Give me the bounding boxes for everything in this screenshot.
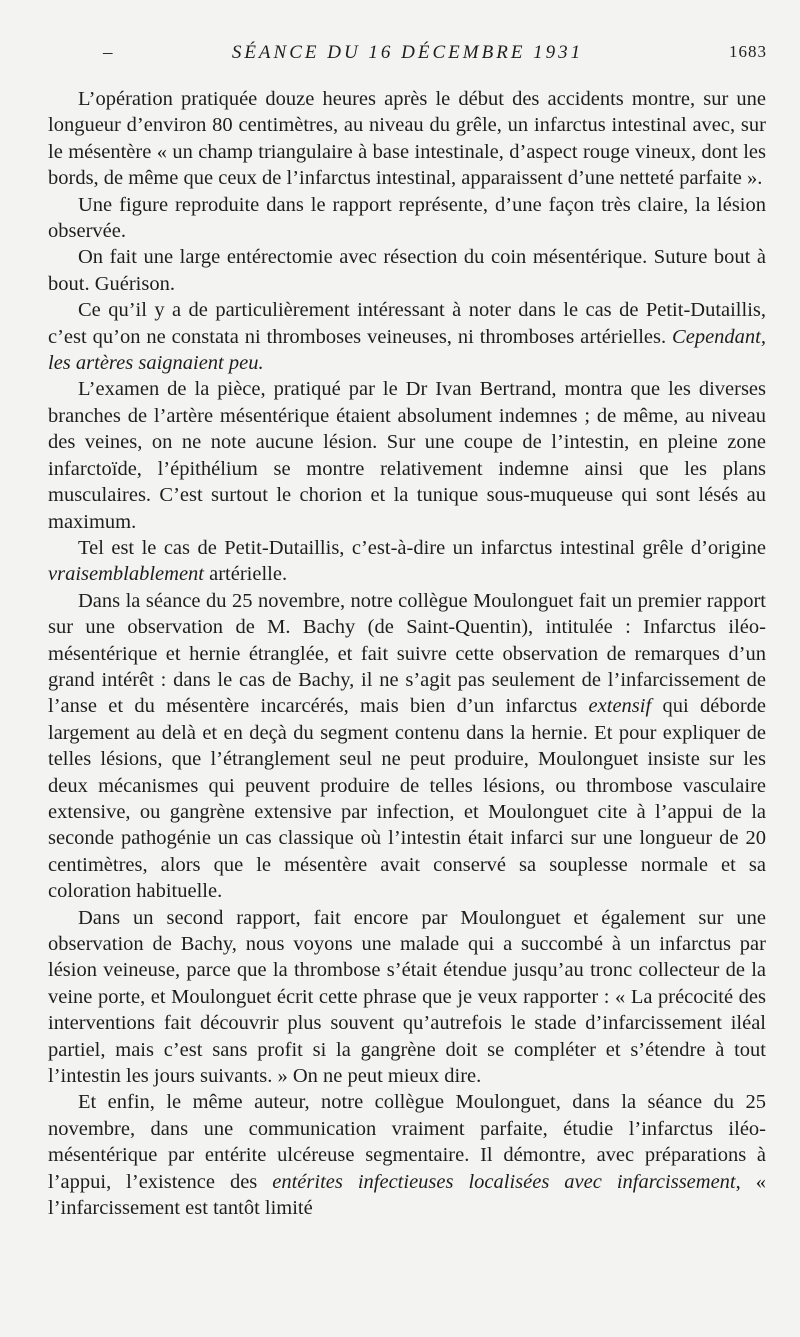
italic-phrase: vraisemblablement (48, 563, 204, 586)
paragraph-1: L’opération pratiquée douze heures après le début des accidents montre, sur une longueur d’environ 80 centimètres, au niveau du grêle, un infarctus intestinal avec, sur le mésentère « un champ triangulaire à base intestinale, d’aspect rouge vineux, dont les bords, de même que ceux de l’infarctus intestinal, apparaissent d’une netteté parfaite ». (48, 88, 766, 190)
header-title: SÉANCE DU 16 DÉCEMBRE 1931 (231, 42, 584, 63)
header-mark: – (103, 42, 114, 63)
paragraph-4: Ce qu’il y a de particulièrement intéressant à noter dans le cas de Petit-Dutaillis, c’est qu’on ne constata ni thromboses veineuses, ni thromboses artérielles. Cependant, les artères saignaient peu. (48, 299, 766, 375)
paragraph-7: Dans la séance du 25 novembre, notre collègue Moulonguet fait un premier rapport sur une observation de M. Bachy (de Saint-Quentin), intitulée : Infarctus iléo-mésentérique et hernie étranglée, et fait suivre cette observation de remarques d’un grand intérêt : dans le cas de Bachy, il ne s’agit pas seulement de l’infarcissement de l’anse et du mésentère incarcérés, mais bien d’un infarctus extensif qui déborde largement au delà et en deçà du segment contenu dans la hernie. Et pour expliquer de telles lésions, que l’étranglement seul ne peut produire, Moulonguet insiste sur les deux mécanismes qui peuvent produire de telles lésions, ou thrombose vasculaire extensive, ou gangrène extensive par infection, et Moulonguet cite à l’appui de la seconde pathogénie un cas classique où l’intestin était infarci sur une longueur de 20 centimètres, alors que le mésentère avait conservé sa souplesse normale et sa coloration habituelle. (48, 589, 766, 903)
running-header (48, 42, 767, 66)
italic-phrase: Cependant, les artères saignaient peu. (48, 325, 766, 375)
paragraph-6: Tel est le cas de Petit-Dutaillis, c’est-à-dire un infarctus intestinal grêle d’origine vraisemblablement artérielle. (48, 536, 766, 586)
italic-phrase: entérites infectieuses localisées avec infarcissement (272, 1170, 736, 1193)
paragraph-9: Et enfin, le même auteur, notre collègue Moulonguet, dans la séance du 25 novembre, dans une communication vraiment parfaite, étudie l’infarctus iléo-mésentérique par entérite ulcéreuse segmentaire. Il démontre, avec préparations à l’appui, l’existence des entérites infectieuses localisées avec infarcissement, « l’infarcissement est tantôt limité (48, 1091, 766, 1220)
page-number: 1683 (729, 42, 767, 61)
paragraph-5: L’examen de la pièce, pratiqué par le Dr Ivan Bertrand, montra que les diverses branches de l’artère mésentérique étaient absolument indemnes ; de même, au niveau des veines, on ne note aucune lésion. Sur une coupe de l’intestin, en pleine zone infarctoïde, l’épithélium se montre relativement indemne ainsi que les plans musculaires. C’est surtout le chorion et la tunique sous-muqueuse qui sont lésés au maximum. (48, 378, 766, 533)
paragraph-2: Une figure reproduite dans le rapport représente, d’une façon très claire, la lésion observée. (48, 193, 766, 243)
paragraph-3: On fait une large entérectomie avec résection du coin mésentérique. Suture bout à bout. Guérison. (48, 246, 766, 295)
paragraph-8: Dans un second rapport, fait encore par Moulonguet et également sur une observation de Bachy, nous voyons une malade qui a succombé à un infarctus par lésion veineuse, parce que la thrombose s’était étendue jusqu’au tronc collecteur de la veine porte, et Moulonguet écrit cette phrase que je veux rapporter : « La précocité des interventions fait découvrir plus souvent qu’autrefois le stade d’infarcissement iléal partiel, mais c’est sans profit si la gangrène doit se compléter et s’étendre à tout l’intestin les jours suivants. » On ne peut mieux dire. (48, 906, 766, 1088)
body-text (48, 86, 766, 1221)
italic-phrase: extensif (588, 695, 652, 718)
